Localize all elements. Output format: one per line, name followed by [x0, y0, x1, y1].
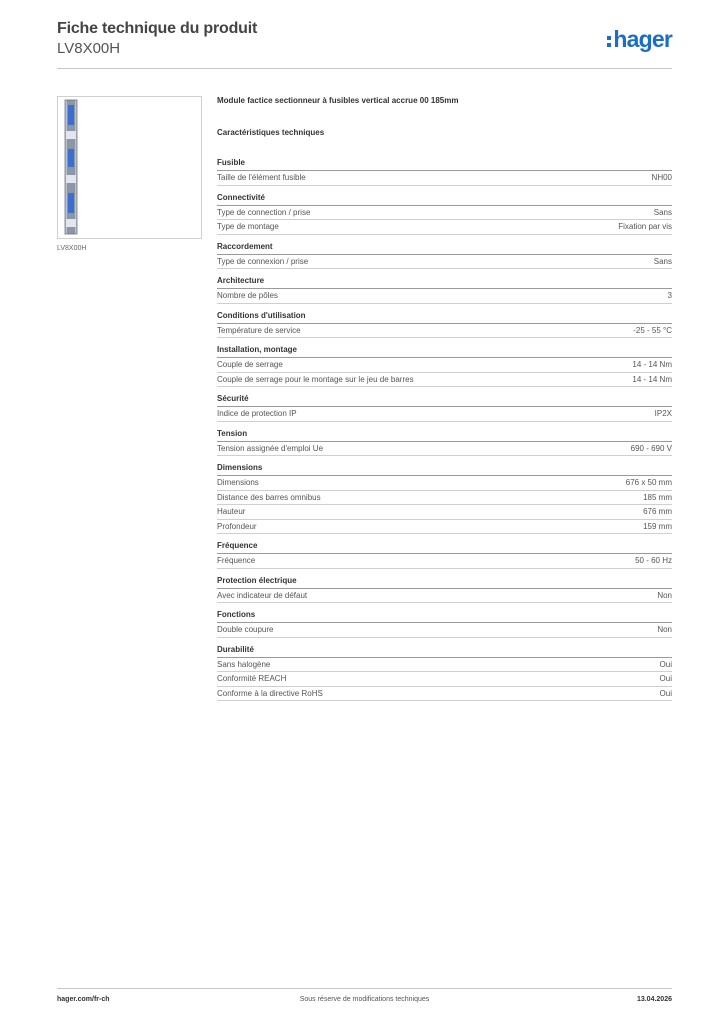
spec-row [217, 220, 672, 235]
footer-website[interactable]: hager.com/fr-ch [57, 996, 110, 1003]
spec-row [217, 373, 672, 388]
footer-date: 13.04.2026 [636, 996, 672, 1003]
spec-value: 676 mm [643, 507, 672, 516]
spec-value: 50 - 60 Hz [635, 556, 672, 565]
page-title: Fiche technique du produit [57, 20, 258, 37]
section-title: Architecture [217, 275, 672, 289]
spec-row [217, 520, 672, 535]
section-title: Durabilité [217, 644, 672, 658]
spec-row [217, 505, 672, 520]
spec-label: Type de connection / prise [217, 207, 311, 217]
spec-row [217, 442, 672, 457]
spec-row [217, 589, 672, 604]
spec-label: Nombre de pôles [217, 291, 278, 300]
specs-heading: Caractéristiques techniques [217, 128, 325, 137]
spec-label: Conformité REACH [217, 674, 287, 683]
spec-value: Non [657, 590, 672, 600]
spec-label: Type de connexion / prise [217, 256, 309, 266]
spec-value: Sans [653, 207, 672, 217]
fuse-module-icon [58, 97, 201, 238]
spec-label: Sans halogène [217, 659, 271, 669]
spec-row [217, 687, 672, 702]
page-footer [57, 996, 672, 1010]
spec-value: Oui [659, 659, 672, 669]
section-title: Raccordement [217, 241, 672, 255]
image-caption: LV8X00H [57, 245, 87, 252]
spec-row [217, 289, 672, 304]
brand-logo [607, 26, 672, 53]
spec-label: Fréquence [217, 556, 256, 565]
spec-value: 3 [667, 291, 672, 300]
spec-label: Indice de protection IP [217, 409, 297, 418]
section-title: Fréquence [217, 540, 672, 554]
spec-sections [217, 157, 672, 701]
spec-label: Taille de l'élément fusible [217, 173, 306, 182]
product-reference: LV8X00H [57, 40, 121, 57]
section-title: Installation, montage [217, 344, 672, 358]
brand-name: hager [613, 26, 672, 52]
spec-value: Oui [659, 688, 672, 698]
page-header [57, 20, 672, 70]
logo-dots-icon [607, 36, 611, 47]
spec-label: Avec indicateur de défaut [217, 590, 308, 600]
section-title: Dimensions [217, 462, 672, 476]
spec-value: 690 - 690 V [630, 443, 672, 453]
spec-content [217, 95, 672, 701]
spec-row [217, 206, 672, 221]
spec-label: Couple de serrage [217, 360, 283, 369]
section-title: Connectivité [217, 192, 672, 206]
footer-disclaimer: Sous réserve de modifications techniques [299, 996, 430, 1003]
section-title: Conditions d'utilisation [217, 310, 672, 324]
section-title: Sécurité [217, 393, 672, 407]
spec-label: Conforme à la directive RoHS [217, 688, 323, 698]
spec-value: 185 mm [643, 492, 672, 502]
spec-label: Profondeur [217, 521, 257, 531]
spec-value: Non [657, 625, 672, 634]
spec-value: 159 mm [643, 521, 672, 531]
spec-label: Température de service [217, 325, 301, 335]
section-title: Fonctions [217, 609, 672, 623]
spec-row [217, 171, 672, 186]
spec-row [217, 476, 672, 491]
spec-value: 14 - 14 Nm [632, 360, 672, 369]
spec-label: Distance des barres omnibus [217, 492, 321, 502]
spec-value: Sans [653, 256, 672, 266]
spec-row [217, 407, 672, 422]
spec-label: Dimensions [217, 478, 259, 487]
spec-label: Couple de serrage pour le montage sur le jeu de barres [217, 374, 414, 384]
spec-row [217, 491, 672, 506]
spec-label: Hauteur [217, 507, 246, 516]
spec-row [217, 255, 672, 270]
spec-value: -25 - 55 °C [633, 325, 672, 335]
section-title: Fusible [217, 157, 672, 171]
footer-divider [57, 988, 672, 989]
spec-value: IP2X [654, 409, 672, 418]
spec-row [217, 658, 672, 673]
spec-label: Type de montage [217, 222, 279, 231]
section-title: Tension [217, 428, 672, 442]
spec-value: Fixation par vis [618, 222, 672, 231]
spec-label: Tension assignée d'emploi Ue [217, 443, 324, 453]
spec-value: 676 x 50 mm [625, 478, 672, 487]
spec-row [217, 358, 672, 373]
section-title: Protection électrique [217, 575, 672, 589]
spec-row [217, 672, 672, 687]
spec-value: NH00 [651, 173, 672, 182]
spec-value: 14 - 14 Nm [632, 374, 672, 384]
spec-row [217, 324, 672, 339]
spec-row [217, 554, 672, 569]
spec-label: Double coupure [217, 625, 274, 634]
product-image [57, 96, 202, 239]
product-description: Module factice sectionneur à fusibles vertical accrue 00 185mm [217, 96, 459, 105]
spec-value: Oui [659, 674, 672, 683]
header-divider [57, 68, 672, 69]
spec-row [217, 623, 672, 638]
